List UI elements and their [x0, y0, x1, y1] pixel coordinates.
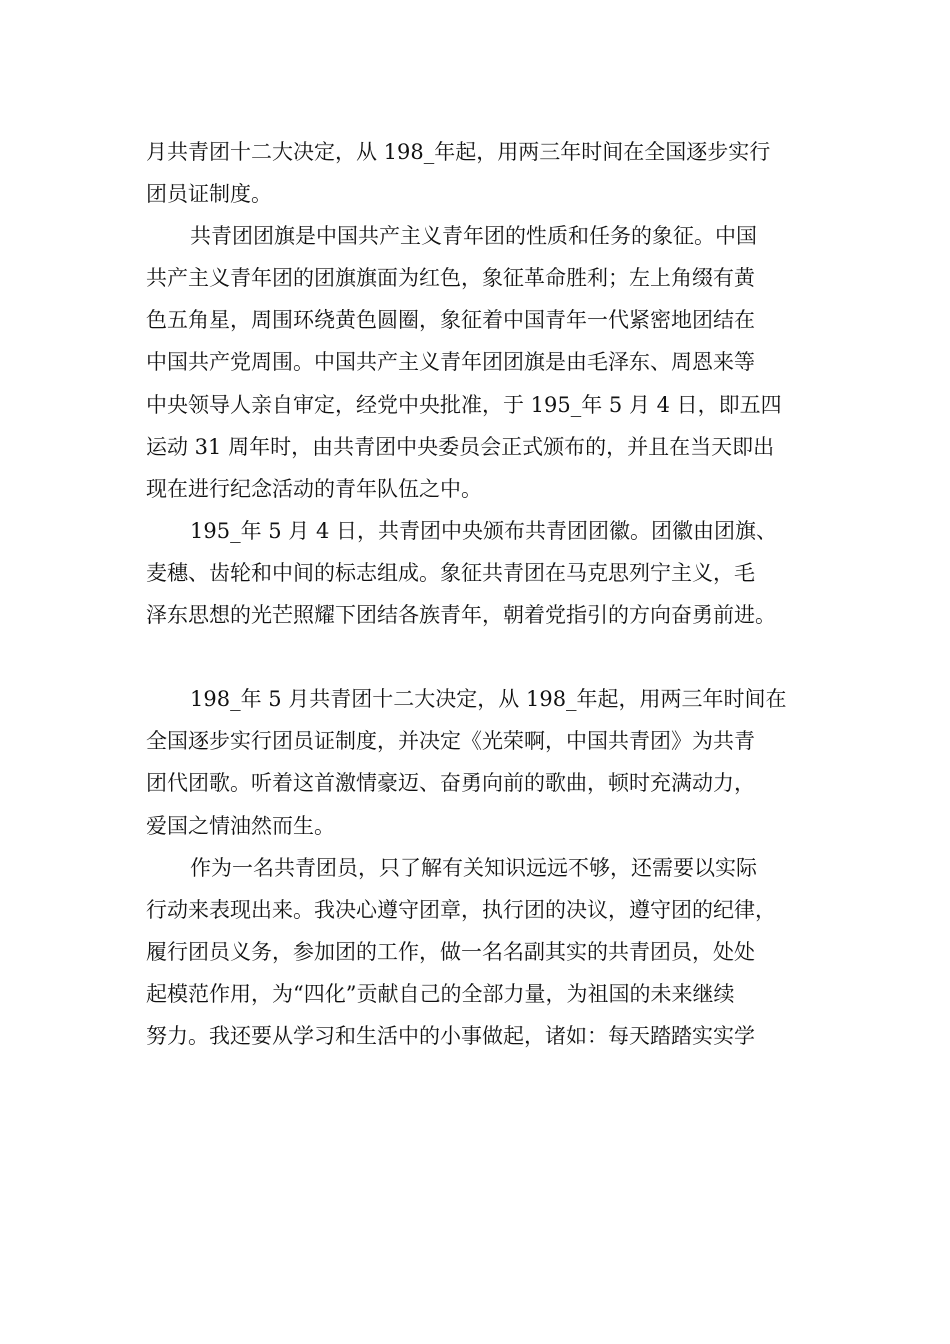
paragraph-1 [146, 131, 810, 215]
text-line: 195_年 5 月 4 日，共青团中央颁布共青团团徽。团徽由团旗、 [190, 518, 778, 543]
text-line: 共青团团旗是中国共产主义青年团的性质和任务的象征。中国 [190, 224, 757, 249]
text-line: 起模范作用，为“四化”贡献自己的全部力量，为祖国的未来继续 [146, 981, 735, 1006]
paragraph-4 [146, 678, 810, 846]
document-body [146, 131, 810, 1057]
text-line: 中国共产党周围。中国共产主义青年团团旗是由毛泽东、周恩来等 [146, 350, 755, 375]
text-line: 月共青团十二大决定，从 198_年起，用两三年时间在全国逐步实行 [146, 140, 771, 164]
text-line: 团员证制度。 [146, 182, 272, 207]
text-line: 198_年 5 月共青团十二大决定，从 198_年起，用两三年时间在 [190, 687, 787, 712]
text-line: 团代团歌。听着这首激情豪迈、奋勇向前的歌曲，顿时充满动力， [146, 771, 755, 796]
text-line: 麦穗、齿轮和中间的标志组成。象征共青团在马克思列宁主义，毛 [146, 560, 755, 585]
paragraph-3 [146, 510, 810, 636]
text-line: 努力。我还要从学习和生活中的小事做起，诸如：每天踏踏实实学 [146, 1023, 755, 1048]
text-line: 中央领导人亲自审定，经党中央批准，于 195_年 5 月 4 日，即五四 [146, 392, 782, 417]
paragraph-gap [146, 636, 810, 678]
text-line: 运动 31 周年时，由共青团中央委员会正式颁布的，并且在当天即出 [146, 434, 775, 459]
text-line: 共产主义青年团的团旗旗面为红色，象征革命胜利；左上角缀有黄 [146, 266, 755, 291]
text-line: 现在进行纪念活动的青年队伍之中。 [146, 476, 482, 501]
text-line: 履行团员义务，参加团的工作，做一名名副其实的共青团员，处处 [146, 939, 755, 964]
text-line: 行动来表现出来。我决心遵守团章，执行团的决议，遵守团的纪律， [146, 897, 776, 922]
text-line: 色五角星，周围环绕黄色圆圈，象征着中国青年一代紧密地团结在 [146, 308, 755, 333]
text-line: 作为一名共青团员，只了解有关知识远远不够，还需要以实际 [190, 855, 757, 880]
text-line: 全国逐步实行团员证制度，并决定《光荣啊，中国共青团》为共青 [146, 729, 755, 754]
paragraph-2 [146, 215, 810, 510]
paragraph-5 [146, 847, 810, 1057]
text-line: 泽东思想的光芒照耀下团结各族青年，朝着党指引的方向奋勇前进。 [146, 603, 776, 628]
text-line: 爱国之情油然而生。 [146, 813, 335, 838]
